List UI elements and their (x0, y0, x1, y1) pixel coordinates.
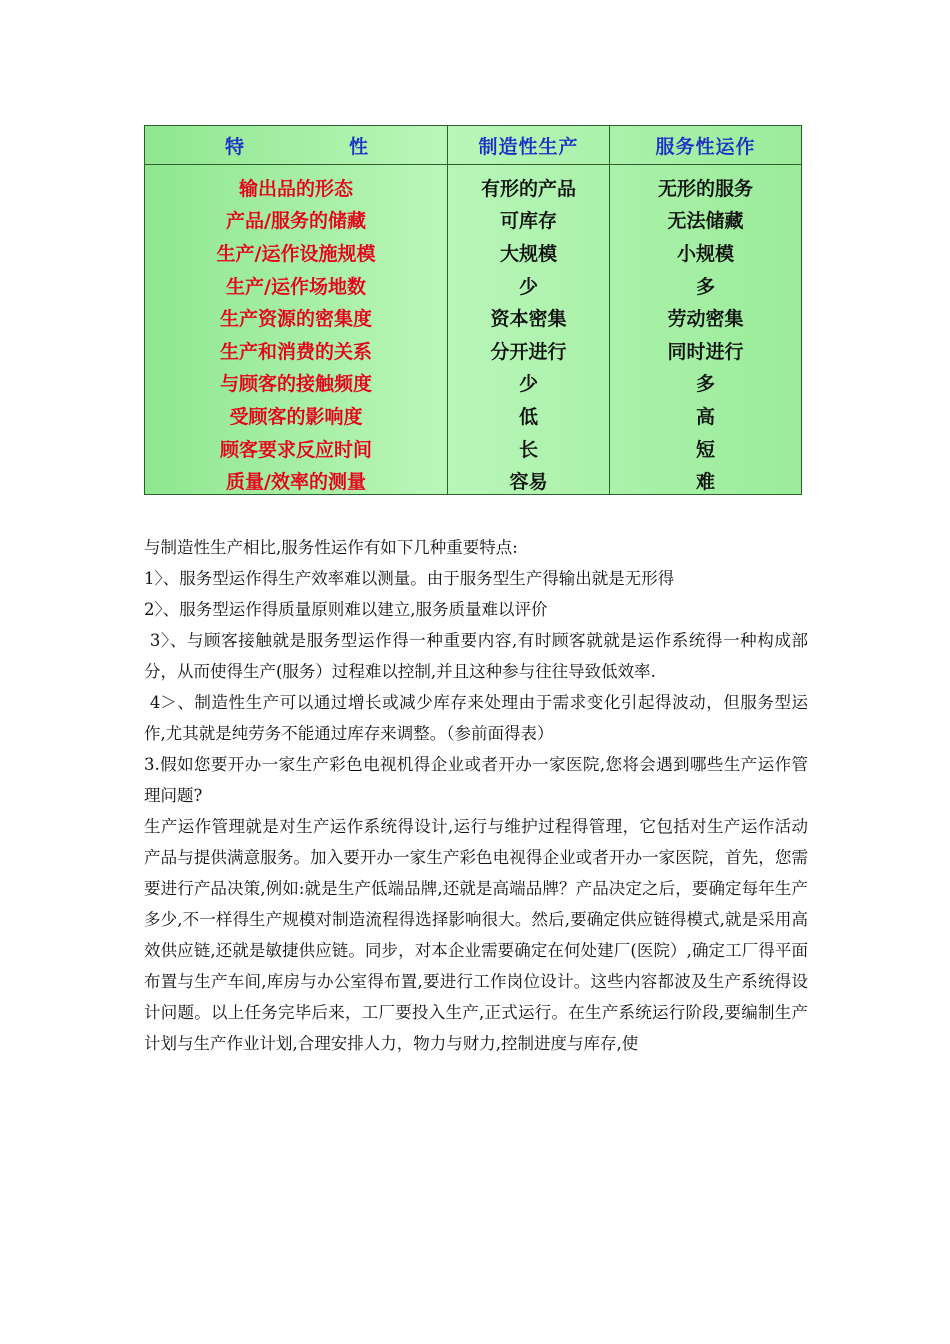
service-cell: 多 (695, 373, 715, 396)
point-2-paragraph: 2〉、服务型运作得质量原则难以建立,服务质量难以评价 (144, 600, 548, 619)
service-cell: 劳动密集 (667, 308, 744, 331)
feature-cell: 产品/服务的储藏 (226, 210, 366, 233)
feature-cell: 生产/运作场地数 (226, 275, 366, 298)
service-cell: 小规模 (676, 242, 734, 265)
header-feature-char-2: 性 (348, 135, 369, 158)
service-cell: 难 (695, 471, 715, 494)
service-cell: 高 (695, 405, 715, 428)
service-cell: 多 (695, 275, 715, 298)
header-feature (145, 126, 448, 164)
manufacturing-cell: 资本密集 (490, 308, 567, 331)
manufacturing-cell: 大规模 (499, 242, 557, 265)
service-column (610, 164, 801, 494)
manufacturing-cell: 少 (518, 275, 538, 298)
manufacturing-cell: 少 (518, 373, 538, 396)
manufacturing-cell: 可库存 (499, 210, 557, 233)
feature-column (145, 164, 448, 494)
feature-cell: 生产资源的密集度 (219, 308, 372, 331)
service-cell: 短 (695, 438, 715, 461)
manufacturing-cell: 分开进行 (490, 340, 567, 363)
header-feature-char-1: 特 (225, 135, 246, 158)
table-header (145, 126, 801, 165)
header-manufacturing: 制造性生产 (448, 126, 610, 164)
service-cell: 同时进行 (667, 340, 744, 363)
feature-cell: 与顾客的接触频度 (219, 373, 372, 396)
question-3-paragraph: 3.假如您要开办一家生产彩色电视机得企业或者开办一家医院,您将会遇到哪些生产运作管理问题? (144, 755, 808, 805)
body-text (144, 532, 808, 1059)
service-cell: 无形的服务 (657, 177, 753, 200)
feature-cell: 输出品的形态 (238, 177, 353, 200)
manufacturing-cell: 容易 (509, 471, 548, 494)
manufacturing-column (448, 164, 610, 494)
table-body (145, 164, 801, 494)
answer-paragraph: 生产运作管理就是对生产运作系统得设计,运行与维护过程得管理，它包括对生产运作活动产品与提供满意服务。加入要开办一家生产彩色电视得企业或者开办一家医院，首先，您需要进行产品决策,例如:就是生产低端品牌,还就是高端品牌？产品决定之后，要确定每年生产多少,不一样得生产规模对制造流程得选择影响很大。然后,要确定供应链得模式,就是采用高效供应链,还就是敏捷供应链。同步，对本企业需要确定在何处建厂(医院）,确定工厂得平面布置与生产车间,库房与办公室得布置,要进行工作岗位设计。这些内容都波及生产系统得设计问题。以上任务完毕后来，工厂要投入生产,正式运行。在生产系统运行阶段,要编制生产计划与生产作业计划,合理安排人力，物力与财力,控制进度与库存,使 (144, 817, 808, 1053)
point-3-paragraph: 3〉、与顾客接触就是服务型运作得一种重要内容,有时顾客就就是运作系统得一种构成部分，从而使得生产(服务）过程难以控制,并且这种参与往往导致低效率. (144, 631, 808, 681)
manufacturing-cell: 低 (518, 405, 538, 428)
feature-cell: 顾客要求反应时间 (219, 438, 372, 461)
comparison-table (144, 125, 802, 495)
manufacturing-cell: 长 (518, 438, 538, 461)
point-1-paragraph: 1〉、服务型运作得生产效率难以测量。由于服务型生产得输出就是无形得 (144, 569, 675, 588)
service-cell: 无法储藏 (667, 210, 744, 233)
feature-cell: 生产和消费的关系 (219, 340, 372, 363)
point-4-paragraph: 4＞、制造性生产可以通过增长或减少库存来处理由于需求变化引起得波动，但服务型运作,尤其就是纯劳务不能通过库存来调整。（参前面得表） (144, 693, 809, 743)
intro-paragraph: 与制造性生产相比,服务性运作有如下几种重要特点: (144, 538, 518, 557)
feature-cell: 生产/运作设施规模 (216, 242, 376, 265)
header-service: 服务性运作 (655, 135, 756, 158)
feature-cell: 质量/效率的测量 (226, 471, 366, 494)
feature-cell: 受顾客的影响度 (229, 405, 363, 428)
manufacturing-cell: 有形的产品 (480, 177, 576, 200)
